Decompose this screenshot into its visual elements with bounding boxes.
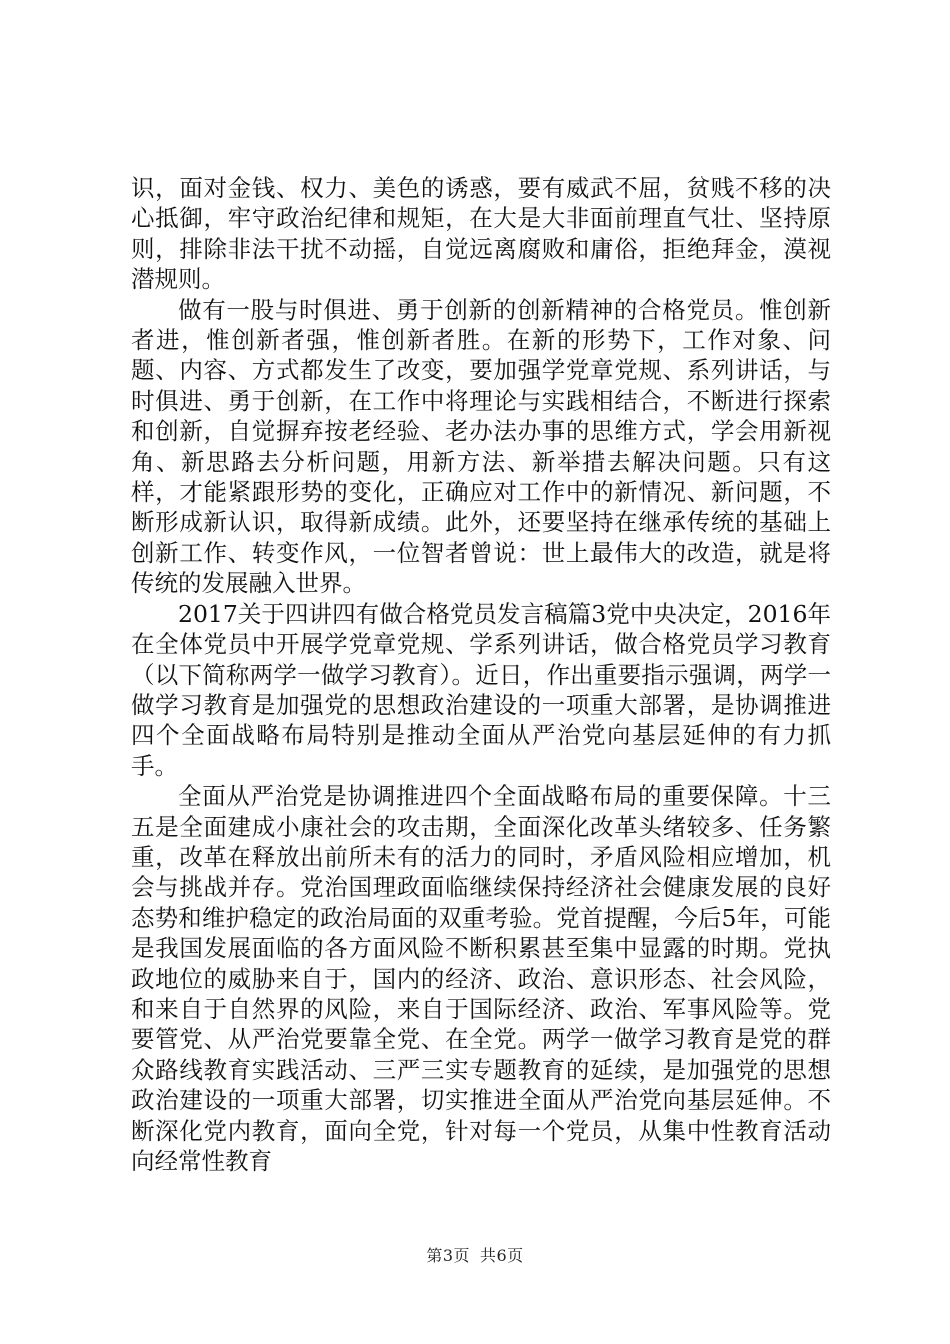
paragraph-4: 全面从严治党是协调推进四个全面战略布局的重要保障。十三五是全面建成小康社会的攻击期，全面深化改革头绪较多、任务繁重，改革在释放出前所未有的活力的同时，矛盾风险相应增加，机会与挑战并存。党治国理政面临继续保持经济社会健康发展的良好态势和维护稳定的政治局面的双重考验。党首提醒，今后5年，可能是我国发展面临的各方面风险不断积累甚至集中显露的时期。党执政地位的威胁来自于，国内的经济、政治、意识形态、社会风险，和来自于自然界的风险，来自于国际经济、政治、军事风险等。党要管党、从严治党要靠全党、在全党。两学一做学习教育是党的群众路线教育实践活动、三严三实专题教育的延续，是加强党的思想政治建设的一项重大部署，切实推进全面从严治党向基层延伸。不断深化党内教育，面向全党，针对每一个党员，从集中性教育活动向经常性教育 [131, 782, 831, 1175]
page-number: 第3页 [426, 1246, 470, 1265]
document-body [131, 173, 831, 1176]
paragraph-1: 识，面对金钱、权力、美色的诱惑，要有威武不屈，贫贱不移的决心抵御，牢守政治纪律和规矩，在大是大非面前理直气壮、坚持原则，排除非法干扰不动摇，自觉远离腐败和庸俗，拒绝拜金，漠视潜规则。 [131, 174, 831, 294]
page-total: 共6页 [480, 1246, 524, 1265]
page-footer [0, 1243, 950, 1266]
paragraph-2: 做有一股与时俱进、勇于创新的创新精神的合格党员。惟创新者进，惟创新者强，惟创新者胜。在新的形势下，工作对象、问题、内容、方式都发生了改变，要加强学党章党规、系列讲话，与时俱进、勇于创新，在工作中将理论与实践相结合，不断进行探索和创新，自觉摒弃按老经验、老办法办事的思维方式，学会用新视角、新思路去分析问题，用新方法、新举措去解决问题。只有这样，才能紧跟形势的变化，正确应对工作中的新情况、新问题，不断形成新认识，取得新成绩。此外，还要坚持在继承传统的基础上创新工作、转变作风，一位智者曾说：世上最伟大的改造，就是将传统的发展融入世界。 [131, 295, 831, 598]
paragraph-3: 2017关于四讲四有做合格党员发言稿篇3党中央决定，2016年在全体党员中开展学党章党规、学系列讲话，做合格党员学习教育（以下简称两学一做学习教育）。近日，作出重要指示强调，两学一做学习教育是加强党的思想政治建设的一项重大部署，是协调推进四个全面战略布局特别是推动全面从严治党向基层延伸的有力抓手。 [131, 599, 831, 780]
